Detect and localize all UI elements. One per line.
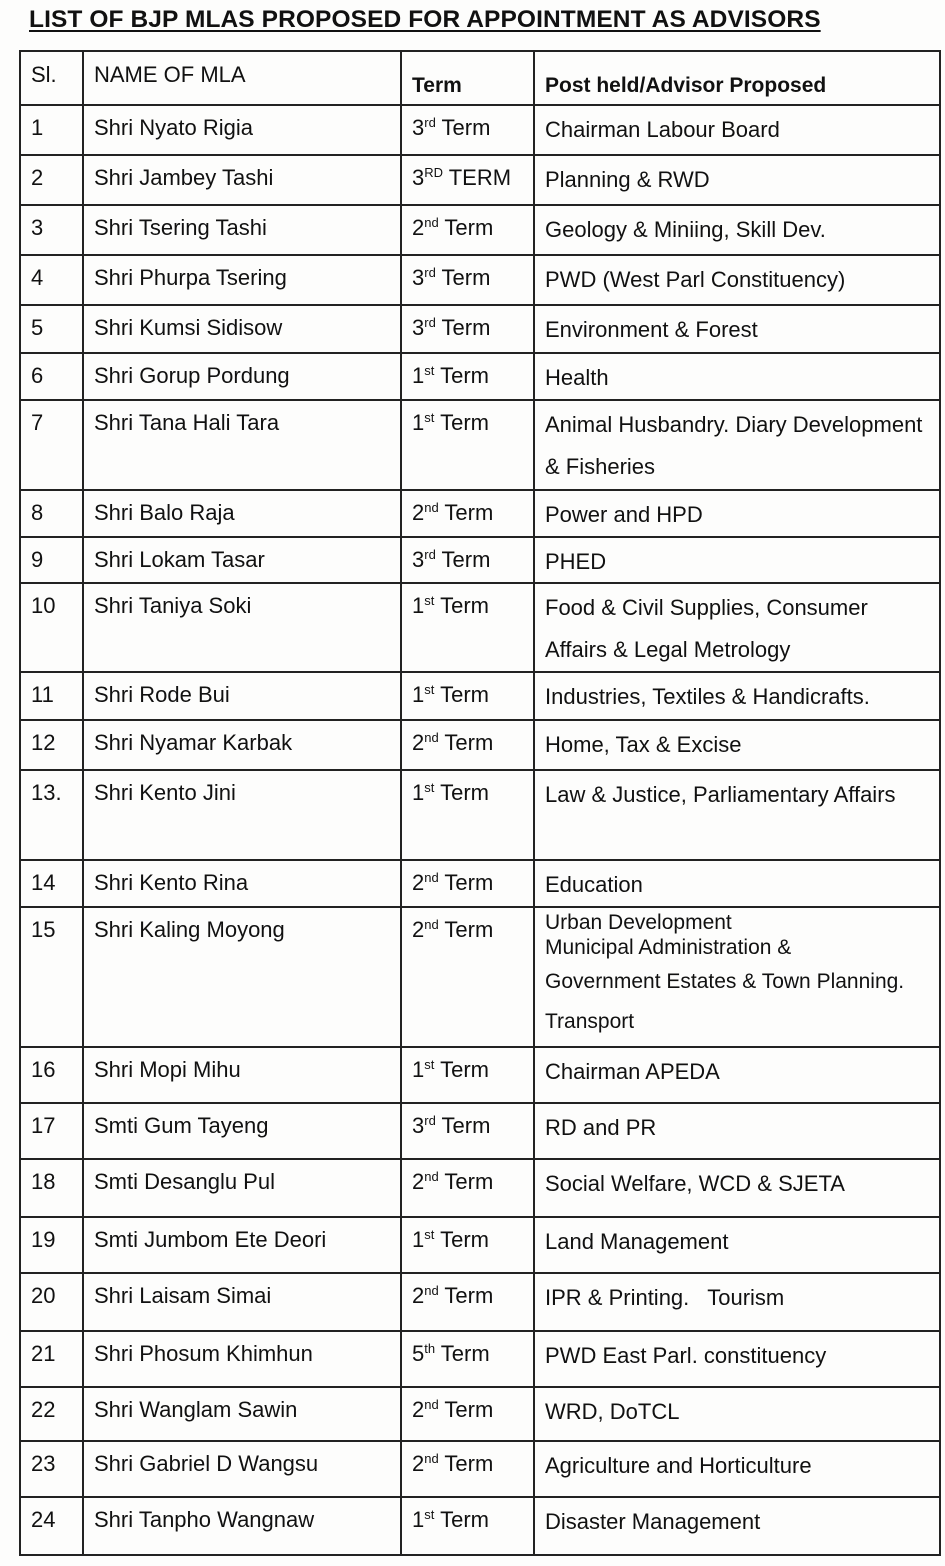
post-line: Urban Development: [545, 910, 732, 934]
table-row: [20, 305, 940, 353]
term-number: 2: [412, 916, 425, 942]
cell-term: [401, 720, 534, 770]
term-suffix: rd: [424, 115, 436, 130]
cell-term: [401, 583, 534, 672]
cell-term: [401, 860, 534, 907]
cell-term: [401, 205, 534, 255]
cell-sl: 10: [20, 583, 83, 672]
term-suffix: nd: [424, 499, 439, 515]
term-word: Term: [434, 779, 489, 805]
cell-post: Animal Husbandry. Diary Development & Fisheries: [534, 400, 940, 490]
term-suffix: st: [424, 363, 435, 378]
term-word: Term: [438, 1396, 494, 1422]
cell-term: [401, 490, 534, 537]
cell-sl: 5: [20, 305, 83, 353]
term-word: Term: [435, 115, 491, 140]
header-name: NAME OF MLA: [83, 51, 401, 105]
term-word: Term: [438, 729, 494, 755]
table-row: [20, 105, 940, 155]
cell-sl: 3: [20, 205, 83, 255]
term-suffix: nd: [424, 729, 439, 745]
post-line: Government Estates & Town Planning. Transport: [545, 970, 905, 1034]
term-word: Term: [438, 1282, 494, 1308]
term-word: TERM: [443, 165, 512, 190]
cell-name: Shri Tanpho Wangnaw: [83, 1497, 401, 1555]
cell-name: Shri Lokam Tasar: [83, 537, 401, 584]
cell-post: Education: [534, 860, 940, 907]
term-number: 2: [412, 1396, 425, 1422]
term-number: 1: [412, 1506, 425, 1532]
cell-name: Shri Rode Bui: [83, 672, 401, 720]
table-row: [20, 583, 940, 672]
cell-name: Shri Nyato Rigia: [83, 105, 401, 155]
term-suffix: st: [424, 1056, 435, 1072]
cell-name: Shri Nyamar Karbak: [83, 720, 401, 770]
header-post: Post held/Advisor Proposed: [534, 51, 940, 105]
cell-name: Shri Kento Jini: [83, 770, 401, 860]
cell-term: [401, 1103, 534, 1159]
table-row: [20, 1387, 940, 1441]
cell-name: Shri Laisam Simai: [83, 1273, 401, 1331]
cell-name: Shri Jambey Tashi: [83, 155, 401, 205]
term-number: 3: [412, 1112, 425, 1138]
cell-name: Shri Kaling Moyong: [83, 907, 401, 1047]
cell-name: Shri Wanglam Sawin: [83, 1387, 401, 1441]
term-suffix: rd: [424, 1112, 436, 1128]
table-header-row: [20, 51, 940, 105]
cell-name: Smti Jumbom Ete Deori: [83, 1217, 401, 1273]
table-row: [20, 1103, 940, 1159]
term-word: Term: [434, 1226, 489, 1252]
table-row: [20, 860, 940, 907]
cell-sl: 2: [20, 155, 83, 205]
cell-post: Law & Justice, Parliamentary Affairs: [534, 770, 940, 860]
cell-post: [534, 907, 940, 1047]
cell-sl: 24: [20, 1497, 83, 1555]
term-number: 3: [412, 165, 425, 190]
cell-sl: 12: [20, 720, 83, 770]
cell-sl: 23: [20, 1441, 83, 1497]
cell-sl: 20: [20, 1273, 83, 1331]
term-suffix: rd: [424, 265, 436, 280]
cell-post: Environment & Forest: [534, 305, 940, 353]
cell-sl: 8: [20, 490, 83, 537]
term-suffix: rd: [424, 315, 436, 330]
cell-term: [401, 1273, 534, 1331]
term-word: Term: [438, 215, 494, 240]
cell-post: PWD (West Parl Constituency): [534, 255, 940, 305]
cell-term: [401, 353, 534, 400]
term-word: Term: [435, 546, 491, 572]
term-number: 1: [412, 779, 425, 805]
cell-post: Industries, Textiles & Handicrafts.: [534, 672, 940, 720]
cell-term: [401, 400, 534, 490]
term-suffix: nd: [424, 1168, 439, 1184]
cell-name: Shri Kento Rina: [83, 860, 401, 907]
table-row: [20, 353, 940, 400]
cell-post: Disaster Management: [534, 1497, 940, 1555]
term-suffix: nd: [424, 869, 439, 885]
term-suffix: nd: [424, 1450, 439, 1466]
cell-term: [401, 1387, 534, 1441]
cell-term: [401, 537, 534, 584]
cell-sl: 4: [20, 255, 83, 305]
cell-post: Power and HPD: [534, 490, 940, 537]
term-number: 1: [412, 363, 425, 388]
cell-name: Shri Gorup Pordung: [83, 353, 401, 400]
cell-term: [401, 255, 534, 305]
term-word: Term: [435, 1340, 490, 1366]
cell-term: [401, 1441, 534, 1497]
cell-sl: 1: [20, 105, 83, 155]
cell-post: Geology & Miniing, Skill Dev.: [534, 205, 940, 255]
table-row: [20, 720, 940, 770]
term-word: Term: [435, 315, 491, 340]
term-suffix: nd: [424, 215, 439, 230]
cell-post: Land Management: [534, 1217, 940, 1273]
term-number: 2: [412, 1450, 425, 1476]
cell-name: Smti Gum Tayeng: [83, 1103, 401, 1159]
cell-post: Health: [534, 353, 940, 400]
table-row: [20, 400, 940, 490]
term-word: Term: [438, 869, 494, 895]
table-row: [20, 1159, 940, 1217]
cell-post: Social Welfare, WCD & SJETA: [534, 1159, 940, 1217]
cell-sl: 13.: [20, 770, 83, 860]
term-suffix: st: [424, 409, 435, 425]
table-row: [20, 1047, 940, 1103]
term-suffix: nd: [424, 916, 439, 932]
term-word: Term: [438, 1450, 494, 1476]
term-word: Term: [438, 1168, 494, 1194]
cell-sl: 17: [20, 1103, 83, 1159]
cell-post: IPR & Printing. Tourism: [534, 1273, 940, 1331]
cell-term: [401, 907, 534, 1047]
advisors-table: [19, 50, 941, 1556]
term-number: 1: [412, 1056, 425, 1082]
term-suffix: nd: [424, 1282, 439, 1298]
term-word: Term: [434, 1056, 489, 1082]
term-number: 2: [412, 1168, 425, 1194]
term-suffix: nd: [424, 1396, 439, 1412]
cell-sl: 21: [20, 1331, 83, 1387]
term-number: 5: [412, 1340, 425, 1366]
cell-post: Food & Civil Supplies, Consumer Affairs & Legal Metrology: [534, 583, 940, 672]
cell-sl: 7: [20, 400, 83, 490]
term-number: 3: [412, 115, 425, 140]
table-row: [20, 672, 940, 720]
cell-sl: 6: [20, 353, 83, 400]
table-row: [20, 907, 940, 1047]
term-word: Term: [434, 409, 489, 435]
cell-post: WRD, DoTCL: [534, 1387, 940, 1441]
term-number: 2: [412, 729, 425, 755]
term-suffix: st: [424, 779, 435, 795]
term-word: Term: [438, 499, 494, 525]
cell-post: Home, Tax & Excise: [534, 720, 940, 770]
term-number: 3: [412, 265, 425, 290]
table-row: [20, 1331, 940, 1387]
table-row: [20, 255, 940, 305]
term-suffix: th: [424, 1340, 436, 1356]
cell-name: Shri Kumsi Sidisow: [83, 305, 401, 353]
cell-name: Shri Balo Raja: [83, 490, 401, 537]
term-suffix: st: [424, 681, 435, 697]
cell-sl: 19: [20, 1217, 83, 1273]
term-suffix: rd: [424, 546, 436, 562]
table-row: [20, 770, 940, 860]
cell-term: [401, 1331, 534, 1387]
term-word: Term: [435, 1112, 491, 1138]
term-word: Term: [435, 265, 491, 290]
cell-name: Shri Mopi Mihu: [83, 1047, 401, 1103]
header-sl: Sl.: [20, 51, 83, 105]
term-word: Term: [438, 916, 494, 942]
term-word: Term: [434, 593, 489, 619]
table-row: [20, 1441, 940, 1497]
term-word: Term: [434, 1506, 489, 1532]
cell-term: [401, 672, 534, 720]
table-row: [20, 205, 940, 255]
term-number: 2: [412, 215, 425, 240]
cell-post: PHED: [534, 537, 940, 584]
cell-sl: 18: [20, 1159, 83, 1217]
term-number: 2: [412, 499, 425, 525]
term-suffix: st: [424, 593, 435, 609]
cell-term: [401, 770, 534, 860]
table-row: [20, 1497, 940, 1555]
term-number: 2: [412, 869, 425, 895]
term-number: 1: [412, 1226, 425, 1252]
cell-name: Shri Phosum Khimhun: [83, 1331, 401, 1387]
term-suffix: RD: [424, 165, 444, 180]
cell-post: Chairman Labour Board: [534, 105, 940, 155]
cell-name: Shri Tsering Tashi: [83, 205, 401, 255]
cell-term: [401, 1159, 534, 1217]
cell-post: RD and PR: [534, 1103, 940, 1159]
cell-term: [401, 305, 534, 353]
table-row: [20, 1273, 940, 1331]
table-row: [20, 490, 940, 537]
term-number: 3: [412, 315, 425, 340]
post-line: Municipal Administration &: [545, 935, 792, 959]
cell-post: Agriculture and Horticulture: [534, 1441, 940, 1497]
cell-sl: 22: [20, 1387, 83, 1441]
cell-term: [401, 1217, 534, 1273]
cell-term: [401, 1497, 534, 1555]
term-number: 1: [412, 409, 425, 435]
term-number: 2: [412, 1282, 425, 1308]
cell-name: Smti Desanglu Pul: [83, 1159, 401, 1217]
cell-sl: 9: [20, 537, 83, 584]
table-row: [20, 1217, 940, 1273]
cell-name: Shri Tana Hali Tara: [83, 400, 401, 490]
document-title: LIST OF BJP MLAS PROPOSED FOR APPOINTMENT AS ADVISORS: [29, 6, 821, 33]
term-suffix: st: [424, 1506, 435, 1522]
cell-name: Shri Phurpa Tsering: [83, 255, 401, 305]
term-word: Term: [434, 681, 489, 707]
cell-term: [401, 1047, 534, 1103]
cell-term: [401, 155, 534, 205]
table-row: [20, 537, 940, 584]
term-number: 3: [412, 546, 425, 572]
cell-post: Planning & RWD: [534, 155, 940, 205]
cell-post: Chairman APEDA: [534, 1047, 940, 1103]
cell-sl: 15: [20, 907, 83, 1047]
term-suffix: st: [424, 1226, 435, 1242]
cell-name: Shri Gabriel D Wangsu: [83, 1441, 401, 1497]
table-row: [20, 155, 940, 205]
cell-name: Shri Taniya Soki: [83, 583, 401, 672]
cell-sl: 14: [20, 860, 83, 907]
cell-sl: 16: [20, 1047, 83, 1103]
cell-post: PWD East Parl. constituency: [534, 1331, 940, 1387]
term-number: 1: [412, 681, 425, 707]
term-word: Term: [434, 363, 489, 388]
cell-term: [401, 105, 534, 155]
cell-sl: 11: [20, 672, 83, 720]
header-term: Term: [401, 51, 534, 105]
term-number: 1: [412, 593, 425, 619]
